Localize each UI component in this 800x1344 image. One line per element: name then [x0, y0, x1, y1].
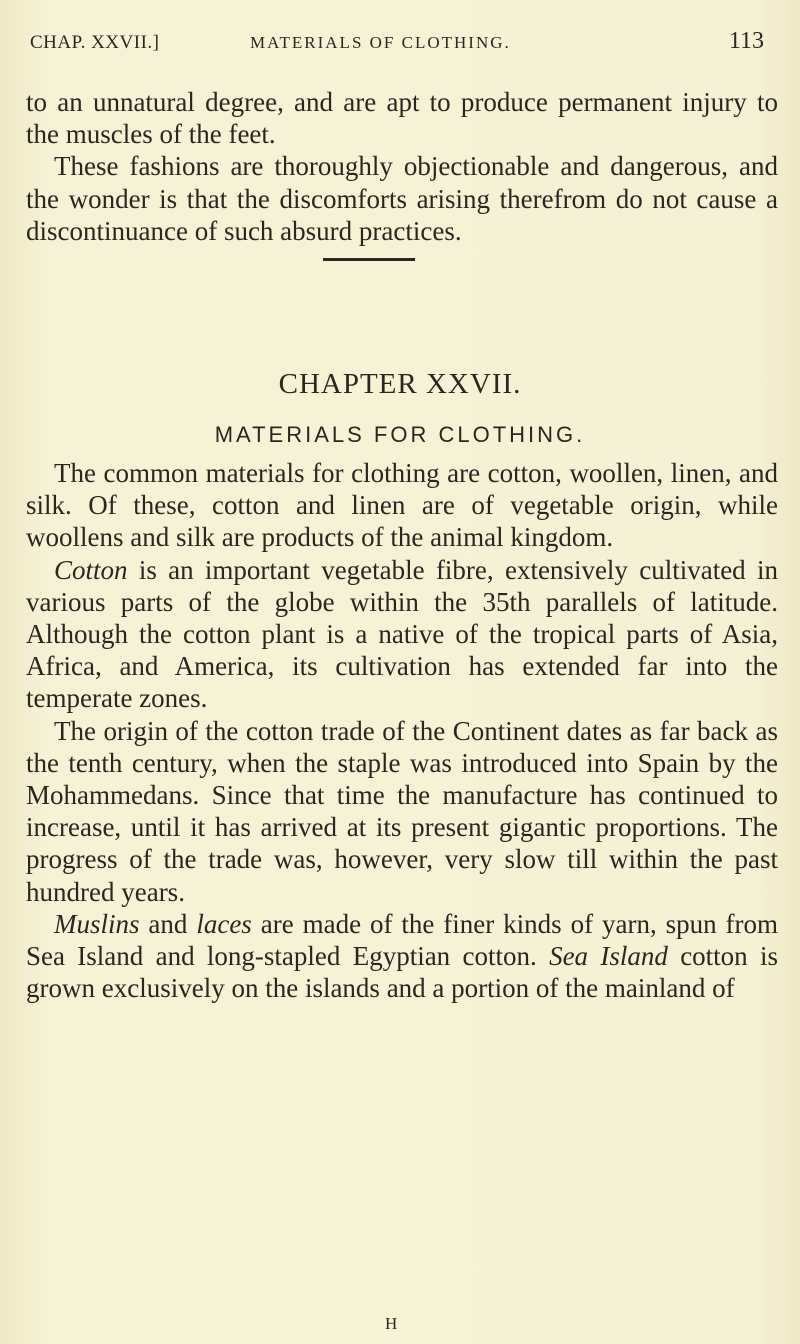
signature-mark: H — [385, 1314, 398, 1333]
section-divider — [323, 258, 415, 261]
body-paragraph-4-end: cotton is grown exclusively on the islands and a portion of the mainland of — [26, 941, 779, 1004]
body-paragraph-2-text: is an important vegetable fibre, extensively cultivated in various parts of the globe within the 35th parallels of latitude. Although the cotton plant is a native of the tropical parts of Asia, Africa, and America, its cultivation has extended far into the temperate zones. — [26, 554, 778, 714]
body-paragraph-4 — [26, 908, 778, 1005]
body-paragraph-1: The common materials for clothing are cotton, woollen, linen, and silk. Of these, cotton and linen are of vegetable origin, while woollens and silk are products of the animal kingdom. — [26, 458, 778, 553]
body-paragraph-4-and: and — [139, 908, 197, 939]
body-paragraph-3: The origin of the cotton trade of the Continent dates as far back as the tenth century, when the staple was introduced into Spain by the Mohammedans. Since that time the manufacture has continued to increase, until it has arrived at its present gigantic proportions. The progress of the trade was, however, very slow till within the past hundred years. — [26, 715, 778, 907]
term-sea-island: Sea Island — [549, 941, 668, 972]
intro-text — [26, 86, 778, 247]
running-head-title: MATERIALS OF CLOTHING. — [250, 33, 511, 52]
chapter-body — [26, 457, 778, 1004]
term-laces: laces — [196, 908, 252, 939]
term-muslins: Muslins — [54, 908, 140, 939]
chapter-subtitle: MATERIALS FOR CLOTHING. — [214, 422, 586, 447]
body-paragraph-4-mid: are made of the finer kinds of yarn, spun from Sea Island and long-stapled Egyptian cotton. — [26, 908, 779, 972]
chapter-title: CHAPTER XXVII. — [278, 368, 522, 400]
term-cotton: Cotton — [54, 554, 128, 585]
page-number: 113 — [728, 28, 764, 54]
intro-paragraph-2: These fashions are thoroughly objectionable and dangerous, and the wonder is that the discomforts arising therefrom do not cause a discontinuance of such absurd practices. — [26, 151, 778, 246]
running-head-chapter: CHAP. XXVII.] — [30, 32, 160, 53]
body-paragraph-2 — [26, 554, 778, 715]
running-head — [30, 28, 772, 58]
intro-paragraph-1: to an unnatural degree, and are apt to produce permanent injury to the muscles of the feet. — [26, 87, 778, 150]
